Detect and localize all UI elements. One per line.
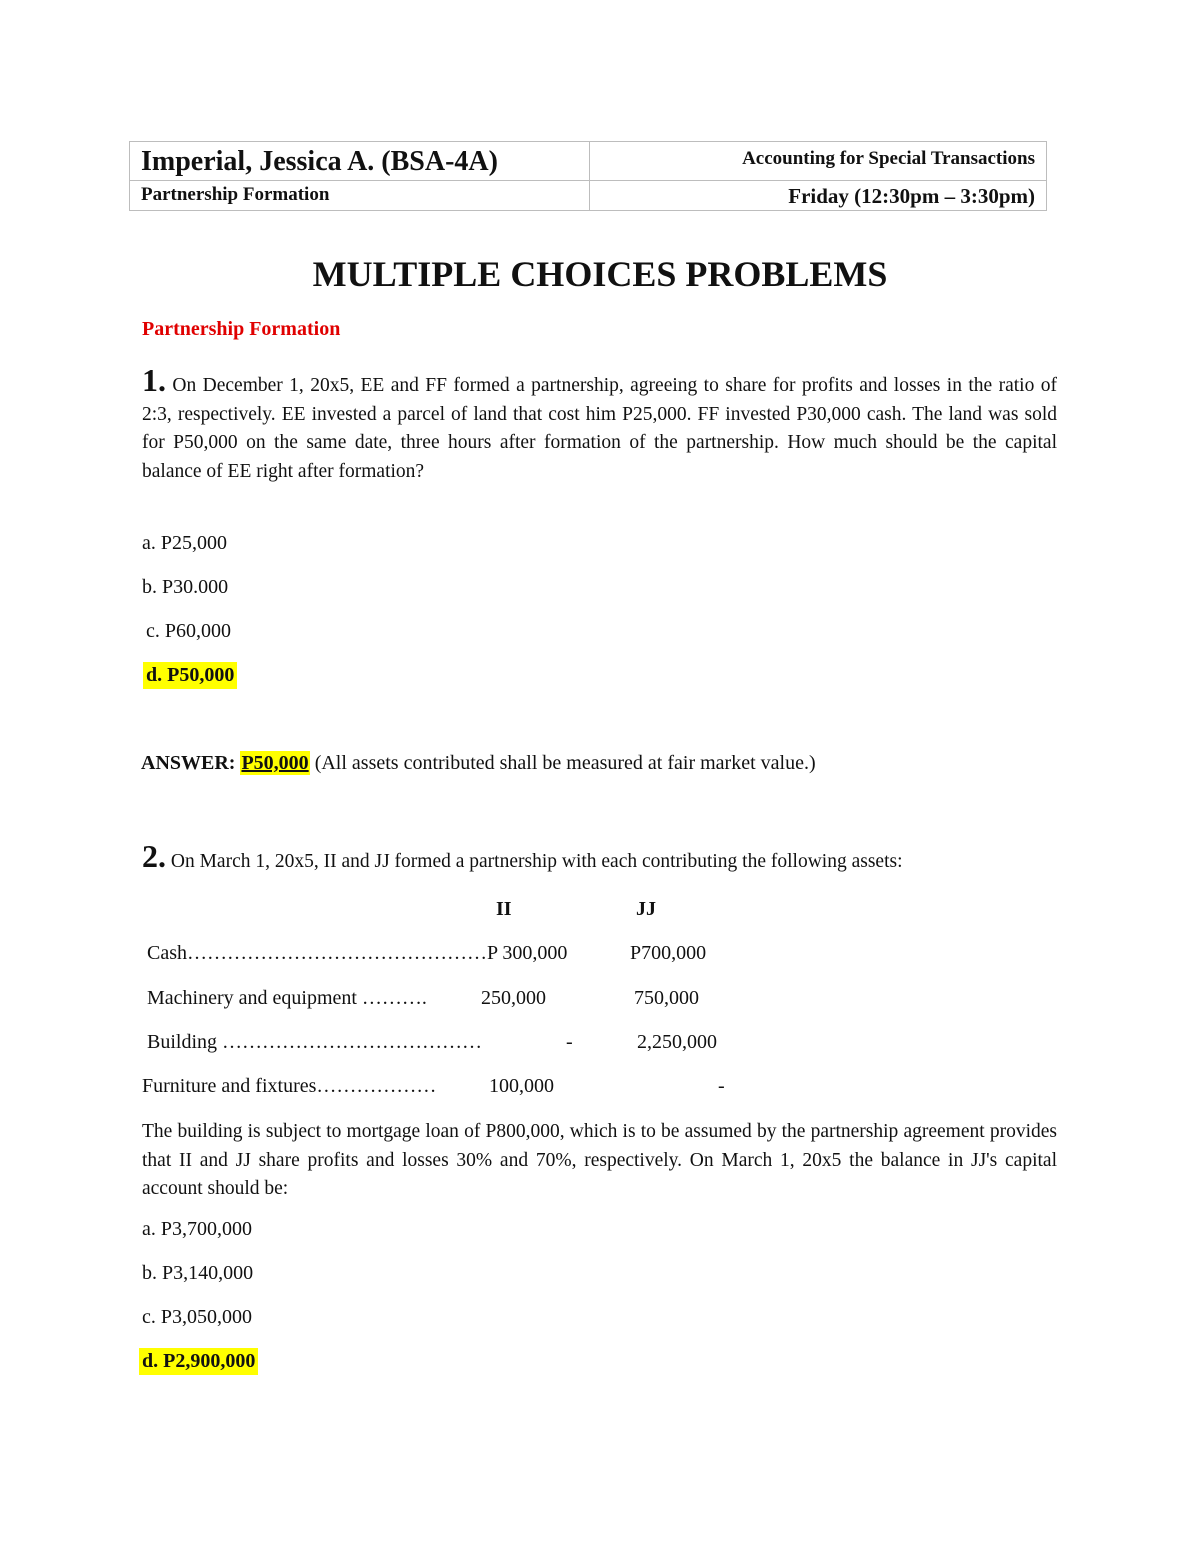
- row-machinery-jj: 750,000: [634, 987, 699, 1009]
- q1-option-d-correct: d. P50,000: [143, 662, 237, 689]
- row-cash-jj: P700,000: [630, 942, 707, 964]
- row-building-jj: 2,250,000: [637, 1031, 717, 1053]
- q2-option-d-correct: d. P2,900,000: [139, 1348, 258, 1375]
- row-furniture-jj: -: [718, 1075, 725, 1097]
- course-name: Accounting for Special Transactions: [742, 148, 1035, 169]
- row-machinery-label: Machinery and equipment ……….: [147, 987, 427, 1009]
- question-2-text: On March 1, 20x5, II and JJ formed a partnership with each contributing the following assets:: [170, 851, 903, 872]
- q2-option-a: a. P3,700,000: [142, 1218, 252, 1240]
- answer-label: ANSWER: [141, 752, 229, 774]
- q1-answer: ANSWER: P50,000 (All assets contributed shall be measured at fair market value.): [141, 752, 816, 774]
- header-row-1: [130, 142, 1046, 181]
- section-heading: Partnership Formation: [142, 318, 341, 340]
- question-2: [142, 838, 1057, 877]
- header-table: [129, 141, 1047, 211]
- question-1: [142, 362, 1057, 486]
- row-machinery-ii: 250,000: [481, 987, 546, 1009]
- q1-option-b: b. P30.000: [142, 576, 229, 598]
- question-1-text: On December 1, 20x5, EE and FF formed a partnership, agreeing to share for profits and losses in the ratio of 2:3, respectively. EE invested a parcel of land that cost him P25,000. FF invested P30,000 cash. The land was sold for P50,000 on the same date, three hours after formation of the partnership. How much should be the capital balance of EE right after formation?: [142, 375, 1057, 482]
- col-header-jj: JJ: [636, 898, 656, 920]
- answer-note: (All assets contributed shall be measured at fair market value.): [314, 752, 816, 774]
- answer-value: P50,000: [241, 752, 309, 774]
- header-divider: [589, 142, 590, 210]
- q2-option-c: c. P3,050,000: [142, 1306, 252, 1328]
- row-cash-label: Cash………………………………………P 300,000: [147, 942, 568, 964]
- q1-option-c: c. P60,000: [146, 620, 231, 642]
- class-schedule: Friday (12:30pm – 3:30pm): [788, 184, 1035, 208]
- row-building-label: Building …………………………………: [147, 1031, 483, 1053]
- row-furniture-label: Furniture and fixtures………………: [142, 1075, 437, 1097]
- question-2-number: 2.: [142, 838, 166, 874]
- col-header-ii: II: [496, 898, 512, 920]
- header-row-2: [130, 181, 1046, 211]
- student-name: Imperial, Jessica A. (BSA-4A): [141, 146, 498, 177]
- question-2-continuation: The building is subject to mortgage loan of P800,000, which is to be assumed by the partnership agreement provides that II and JJ share profits and losses 30% and 70%, respectively. On March 1, 20x5 the balance in JJ's capital account should be:: [142, 1121, 1057, 1199]
- q1-option-a: a. P25,000: [142, 532, 227, 554]
- question-1-number: 1.: [142, 362, 166, 398]
- row-building-ii: -: [566, 1031, 573, 1053]
- row-furniture-ii: 100,000: [489, 1075, 554, 1097]
- page-title: MULTIPLE CHOICES PROBLEMS: [312, 254, 888, 294]
- topic-name: Partnership Formation: [141, 184, 330, 205]
- q2-option-b: b. P3,140,000: [142, 1262, 254, 1284]
